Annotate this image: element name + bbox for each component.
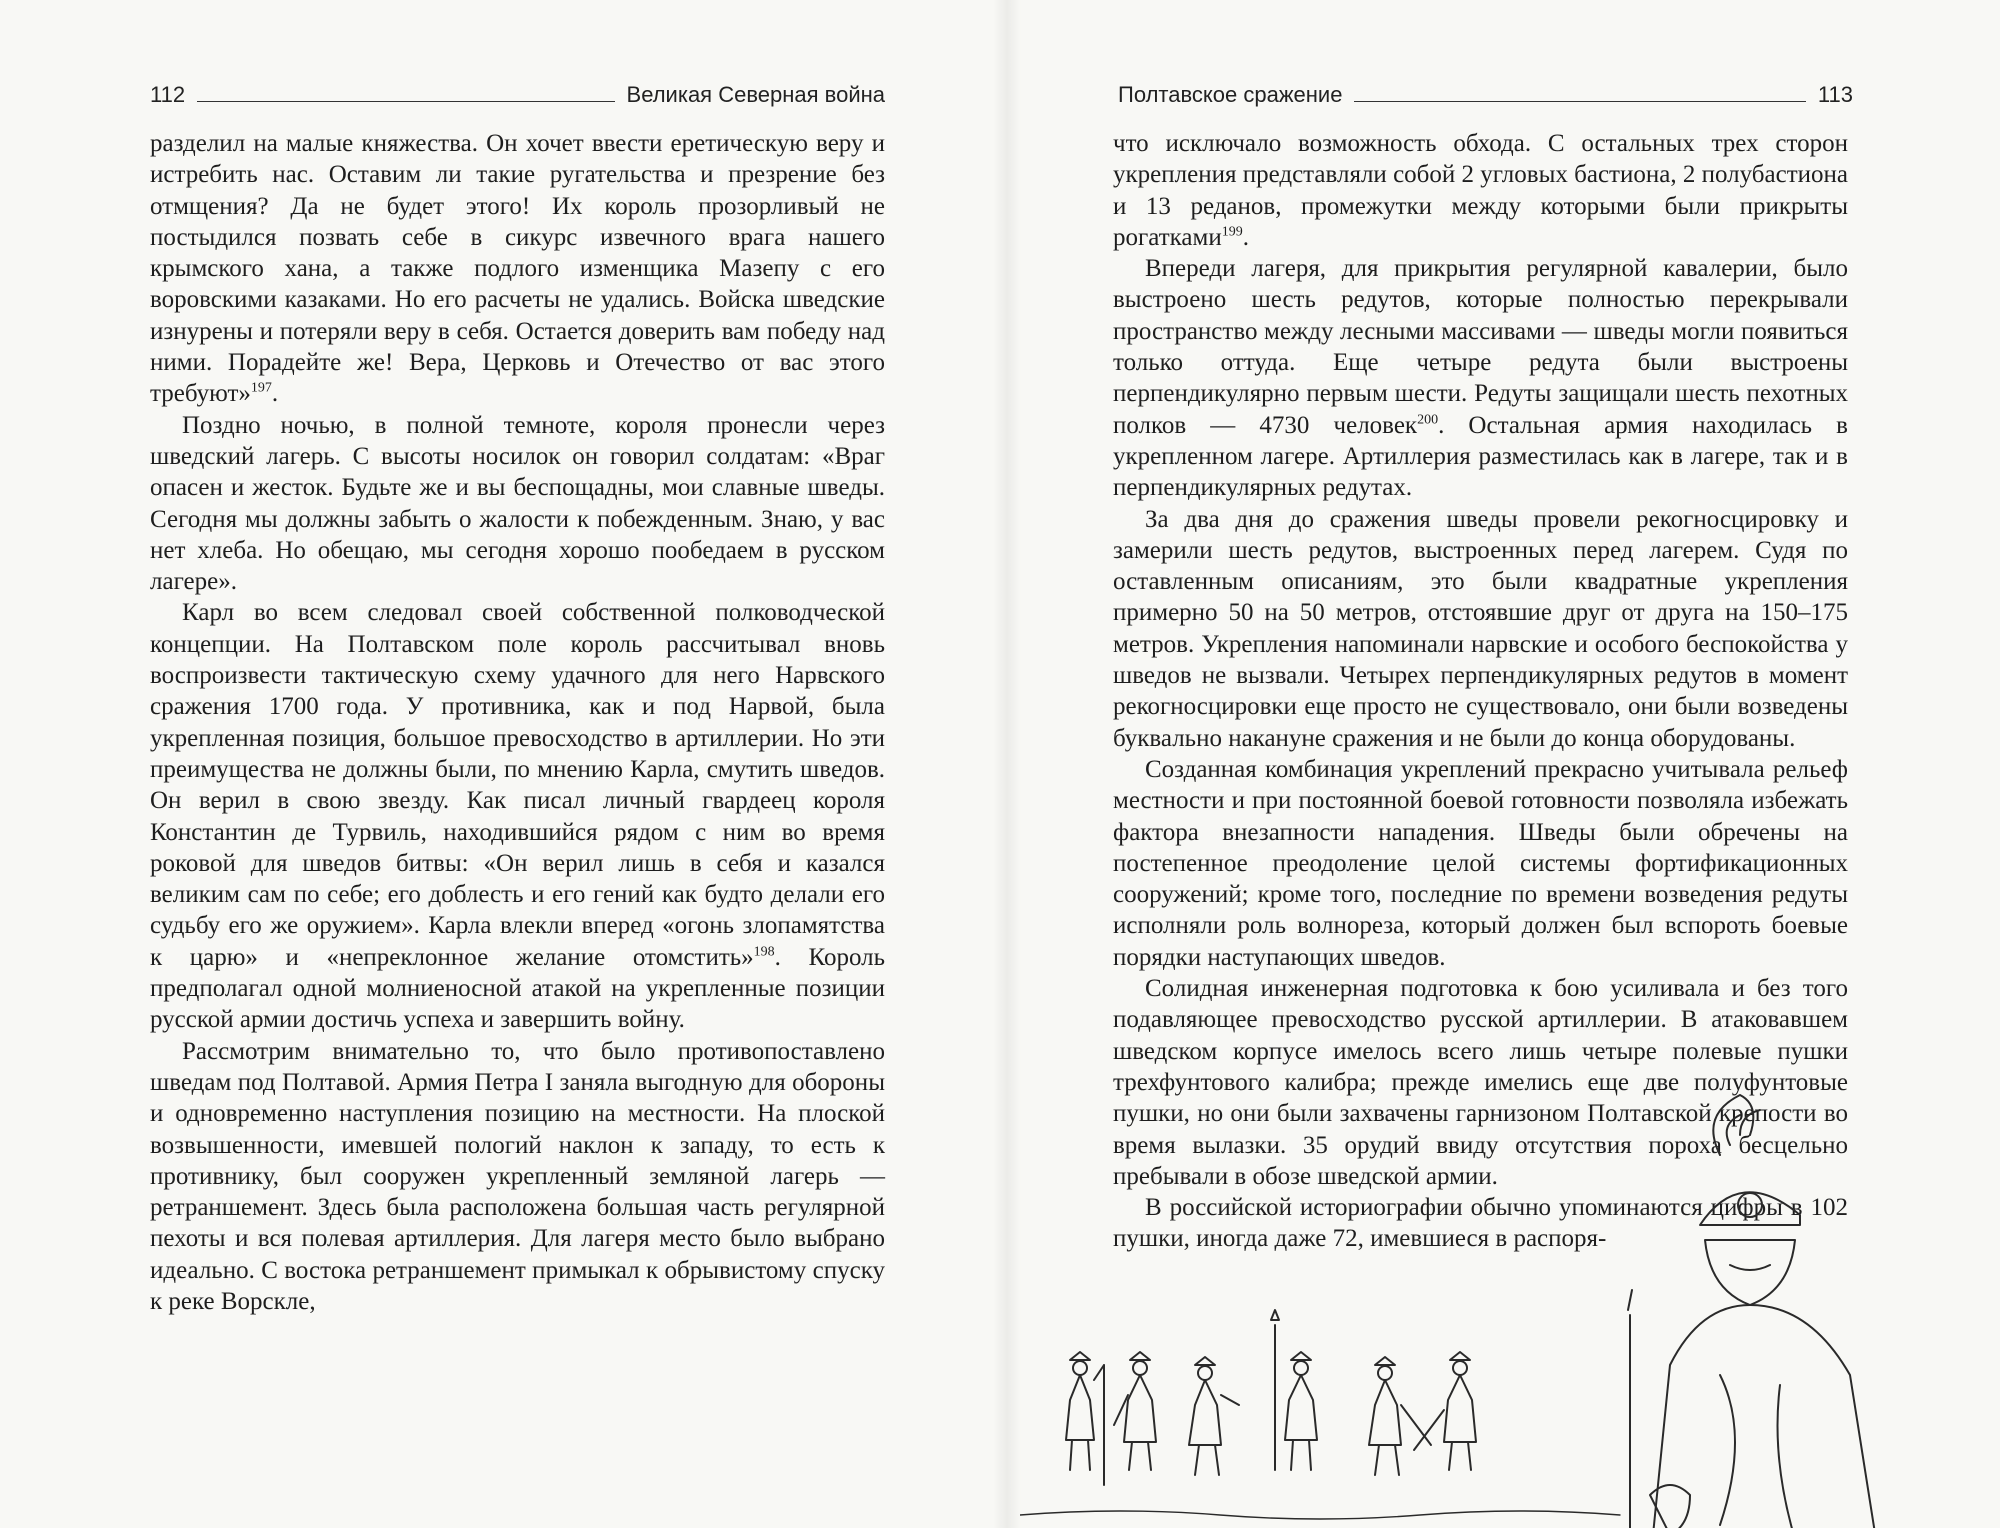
right-page-header bbox=[1118, 78, 1853, 112]
footnote-ref: 199 bbox=[1221, 224, 1243, 240]
soldiers-illustration bbox=[1020, 1075, 2000, 1528]
paragraph: Впереди лагеря, для прикрытия регулярной кавалерии, было выстроено шесть редутов, которые полностью перекрывали пространство между лесными массивами — шведы могли появиться только оттуда. Еще четыре редута были выстроены перпендикулярно первым шести. Редуты защищали шесть пехотных полков — 4730 человек$^{200}$. Остальная армия находилась в укрепленном лагере. Артиллерия разместилась как в лагере, так и в перпендикулярных редутах. bbox=[1113, 255, 1848, 502]
paragraph: Карл во всем следовал своей собственной полководческой концепции. На Полтавском поле король рассчитывал вновь воспроизвести тактическую схему удачного для него Нарвского сражения 1700 года. У противника, как и под Нарвой, была укрепленная позиция, большое превосходство в артиллерии. Но эти преимущества не должны были, по мнению Карла, смутить шведов. Он верил в свою звезду. Как писал личный гвардеец короля Константин де Турвиль, находившийся рядом с ним во время роковой для шведов битвы: «Он верил лишь в себя и казался великим сам по себе; его доблесть и его гений как будто делали его судьбу его же оружием». Карла влекли вперед «огонь злопамятства к царю» и «непреклонное желание отомстить»$^{198}$. Король предполагал одной молниеносной атакой на укрепленные позиции русской армии достичь успеха и завершить войну. bbox=[150, 599, 885, 1034]
header-rule bbox=[1354, 89, 1805, 102]
paragraph: Поздно ночью, в полной темноте, короля пронесли через шведский лагерь. С высоты носилок он говорил солдатам: «Враг опасен и жесток. Будьте же и вы беспощадны, мои славные шведы. Сегодня мы должны забыть о жалости к побежденным. Знаю, у вас нет хлеба. Но обещаю, мы сегодня хорошо пообедаем в русском лагере». bbox=[150, 411, 885, 596]
paragraph: В российской историографии обычно упоминаются цифры в 102 пушки, иногда даже 72, имевшиеся в распоря- bbox=[1113, 1194, 1848, 1253]
paragraph: За два дня до сражения шведы провели рекогносцировку и замерили шесть редутов, выстроенных перед лагерем. Судя по оставленным описаниям, это были квадратные укрепления примерно 50 на 50 метров, отстоявшие друг от друга на 150–175 метров. Укрепления напоминали нарвские и особого беспокойства у шведов не вызвали. Четырех перпендикулярных редутов в момент рекогносцировки еще просто не существовало, они были возведены буквально накануне сражения и не были до конца оборудованы. bbox=[1113, 505, 1848, 752]
paragraph: что исключало возможность обхода. С остальных трех сторон укрепления представляли собой 2 угловых бастиона, 2 полубастиона и 13 реданов, промежутки между которыми были прикрыты рогатками$^{199}$. bbox=[1113, 130, 1848, 251]
paragraph: Рассмотрим внимательно то, что было противопоставлено шведам под Полтавой. Армия Петра I заняла выгодную для обороны и одновременно наступления позицию на местности. На плоской возвышенности, имевшей пологий наклон к западу, то есть к противнику, был сооружен укрепленный земляной лагерь — ретраншемент. Здесь была расположена большая часть регулярной пехоты и вся полевая артиллерия. Для лагеря место было выбрано идеально. С востока ретраншемент примыкал к обрывистому спуску к реке Ворскле, bbox=[150, 1037, 885, 1315]
page-number: 112 bbox=[150, 82, 186, 107]
footnote-ref: 197 bbox=[250, 381, 272, 397]
paragraph: разделил на малые княжества. Он хочет ввести еретическую веру и истребить нас. Оставим ли такие ругательства и презрение без отмщения? Да не будет этого! Их король прозорливый не постыдился позвать себе в сикурс извечного врага нашего крымского хана, а также подлого изменщика Мазепу с его воровскими казаками. Но его расчеты не удались. Войска шведские изнурены и потеряли веру в себя. Остается доверить вам победу над ними. Порадейте же! Вера, Церковь и Отечество от вас этого требуют»$^{197}$. bbox=[150, 130, 885, 408]
left-page-body bbox=[150, 128, 885, 1317]
footnote-ref: 198 bbox=[753, 944, 775, 960]
soldier-figure bbox=[1189, 1357, 1239, 1475]
page-number: 113 bbox=[1817, 82, 1853, 107]
large-soldier-figure bbox=[1628, 1095, 1880, 1528]
paragraph: Созданная комбинация укреплений прекрасно учитывала рельеф местности и при постоянной боевой готовности позволяла избежать фактора внезапности нападения. Шведы были обречены на постепенное преодоление целой системы фортификационных сооружений; кроме того, последние по времени возведения редуты исполняли роль волнореза, который должен был вспороть боевые порядки наступающих шведов. bbox=[1113, 755, 1848, 971]
right-page bbox=[1000, 0, 2000, 1528]
paragraph: Солидная инженерная подготовка к бою усиливала и без того подавляющее превосходство русской артиллерии. В атаковавшем шведском корпусе имелось всего лишь четыре полевые пушки трехфунтового калибра; прежде имелись еще две полуфунтовые пушки, но они были захвачены гарнизоном Полтавской крепости во время вылазки. 35 орудий ввиду отсутствия пороха бесцельно пребывали в обозе шведской армии. bbox=[1113, 975, 1848, 1190]
soldier-figure bbox=[1369, 1357, 1431, 1475]
soldier-figure bbox=[1271, 1310, 1317, 1470]
soldier-figure bbox=[1114, 1352, 1156, 1470]
header-rule bbox=[197, 89, 614, 102]
soldier-figure bbox=[1066, 1352, 1104, 1485]
left-page-header bbox=[150, 78, 885, 112]
footnote-ref: 200 bbox=[1417, 412, 1439, 428]
soldier-figure bbox=[1414, 1352, 1476, 1470]
running-title: Полтавское сражение bbox=[1118, 82, 1343, 107]
running-title: Великая Северная война bbox=[626, 82, 885, 107]
